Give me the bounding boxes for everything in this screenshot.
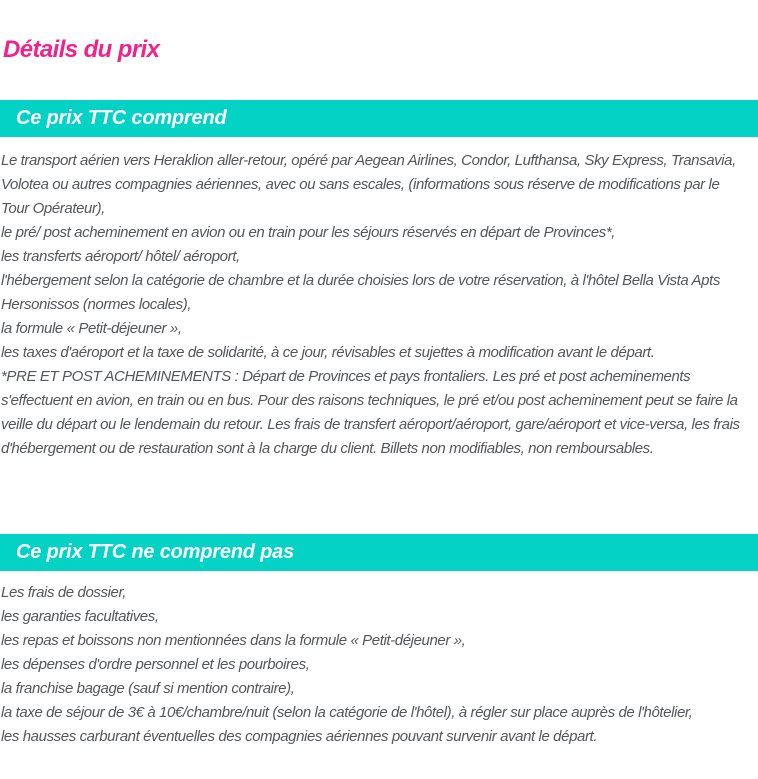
price-includes-list xyxy=(1,149,748,485)
price-excludes-item: Les frais de dossier, xyxy=(1,584,127,601)
price-includes-item: le pré/ post acheminement en avion ou en train pour les séjours réservés en départ de Provinces*, xyxy=(1,224,616,241)
price-excludes-item: les repas et boissons non mentionnées dans la formule « Petit-déjeuner », xyxy=(1,632,466,649)
price-excludes-item: les dépenses d'ordre personnel et les pourboires, xyxy=(1,656,310,673)
section-header-price-includes xyxy=(0,100,758,137)
price-includes-item: la formule « Petit-déjeuner », xyxy=(1,320,182,337)
price-includes-item: l'hébergement selon la catégorie de chambre et la durée choisies lors de votre réservation, à l'hôtel Bella Vista Apts Hersonissos (normes locales), xyxy=(1,272,720,313)
page-title: Détails du prix xyxy=(3,36,160,64)
price-excludes-item: la taxe de séjour de 3€ à 10€/chambre/nuit (selon la catégorie de l'hôtel), à régler sur place auprès de l'hôtelier, xyxy=(1,704,693,721)
pre-post-routing-note: *PRE ET POST ACHEMINEMENTS : Départ de Provinces et pays frontaliers. Les pré et post acheminements s'effectuent en avion, en train ou en bus. Pour des raisons techniques, le pré et/ou post acheminement peut se faire la veille du départ ou le lendemain du retour. Les frais de transfert aéroport/aéroport, gare/aéroport et vice-versa, les frais d'hébergement ou de restauration sont à la charge du client. Billets non modifiables, non remboursables. xyxy=(1,368,740,457)
section-header-price-excludes xyxy=(0,534,758,571)
price-includes-item: Le transport aérien vers Heraklion aller-retour, opéré par Aegean Airlines, Condor, Lufthansa, Sky Express, Transavia, Volotea ou autres compagnies aériennes, avec ou sans escales, (informations sous réserve de modifications par le Tour Opérateur), xyxy=(1,152,736,217)
price-includes-item: les taxes d'aéroport et la taxe de solidarité, à ce jour, révisables et sujettes à modification avant le départ. xyxy=(1,344,655,361)
price-excludes-item: les garanties facultatives, xyxy=(1,608,159,625)
section-header-price-excludes-label: Ce prix TTC ne comprend pas xyxy=(16,541,294,563)
price-excludes-item: les hausses carburant éventuelles des compagnies aériennes pouvant survenir avant le départ. xyxy=(1,728,598,745)
price-excludes-list xyxy=(1,581,748,753)
price-includes-item: les transferts aéroport/ hôtel/ aéroport, xyxy=(1,248,240,265)
price-excludes-item: la franchise bagage (sauf si mention contraire), xyxy=(1,680,295,697)
section-header-price-includes-label: Ce prix TTC comprend xyxy=(16,107,227,129)
